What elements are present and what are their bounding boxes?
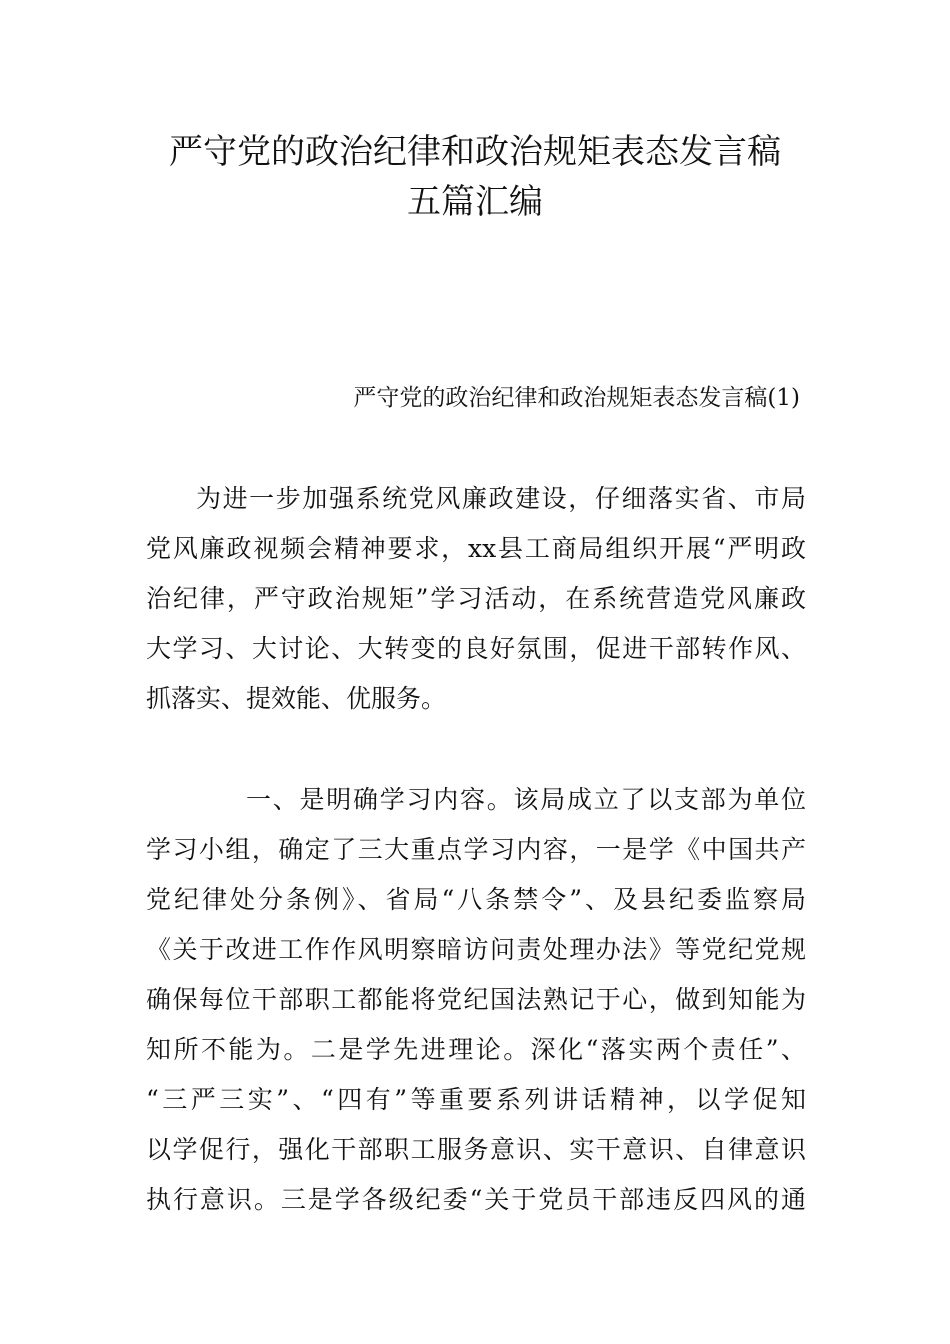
paragraph-line: 执行意识。三是学各级纪委“关于党员干部违反四风的通 [146,1185,806,1214]
paragraph-line: 以学促行，强化干部职工服务意识、实干意识、自律意识 [146,1135,806,1164]
paragraph-line: 为进一步加强系统党风廉政建设，仔细落实省、市局 [196,484,806,513]
section-title: 严守党的政治纪律和政治规矩表态发言稿(1) [353,385,800,411]
document-title-line-1: 严守党的政治纪律和政治规矩表态发言稿 [169,132,781,172]
document-title-line-2: 五篇汇编 [407,182,543,222]
paragraph-line: 确保每位干部职工都能将党纪国法熟记于心，做到知能为 [146,985,806,1014]
paragraph-line: 大学习、大讨论、大转变的良好氛围，促进干部转作风、 [146,634,806,663]
paragraph-2 [146,775,806,1225]
paragraph-line: 知所不能为。二是学先进理论。深化“落实两个责任”、 [146,1035,806,1064]
paragraph-line: 《关于改进工作作风明察暗访问责处理办法》等党纪党规 [146,935,806,964]
paragraph-line: 治纪律，严守政治规矩”学习活动，在系统营造党风廉政 [146,584,806,613]
paragraph-line: 学习小组，确定了三大重点学习内容，一是学《中国共产 [146,835,806,864]
paragraph-1 [146,474,806,724]
paragraph-line: 党风廉政视频会精神要求，xx县工商局组织开展“严明政 [146,534,806,563]
paragraph-line: 一、是明确学习内容。该局成立了以支部为单位 [246,785,806,814]
paragraph-line: “三严三实”、“四有”等重要系列讲话精神，以学促知 [146,1085,806,1114]
paragraph-line: 党纪律处分条例》、省局“八条禁令”、及县纪委监察局 [146,885,806,914]
paragraph-line: 抓落实、提效能、优服务。 [146,684,447,713]
